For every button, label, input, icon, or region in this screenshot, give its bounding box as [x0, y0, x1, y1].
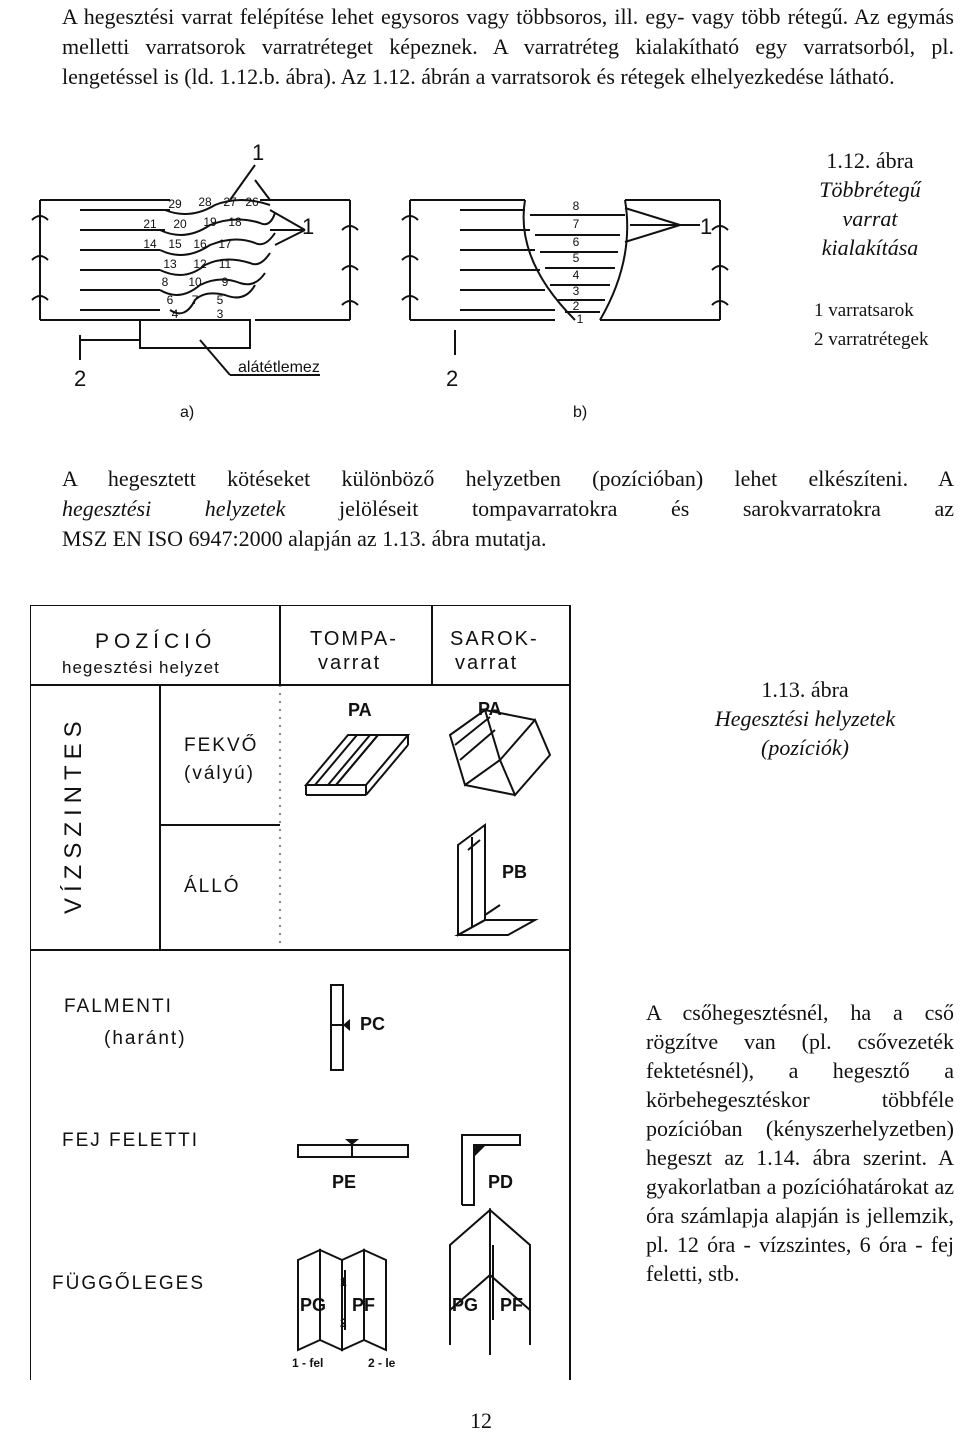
- label-1-b: 1: [700, 214, 713, 239]
- bead-label: 12: [193, 257, 207, 271]
- figure-number: 1.13. ábra: [761, 677, 849, 702]
- label-2-a: 2: [74, 366, 87, 391]
- bead-label: 17: [218, 237, 232, 251]
- bead-label: 19: [203, 215, 217, 229]
- code-pa-fillet: PA: [478, 699, 502, 719]
- positions-table: [30, 605, 575, 1380]
- figure-1-13-caption: [680, 675, 930, 762]
- label-1-top: 1: [252, 140, 265, 165]
- row-horizontal-label: FALMENTI: [64, 996, 173, 1017]
- bead-label: 7: [191, 293, 199, 307]
- bead-label: 28: [198, 195, 212, 209]
- header-fillet: SAROK-: [450, 628, 539, 650]
- code-pc-butt: PC: [360, 1014, 386, 1034]
- figure-title-line: kialakítása: [821, 235, 919, 260]
- bead-label: 11: [218, 257, 232, 271]
- row-overhead-label: FEJ FELETTI: [62, 1130, 200, 1151]
- bead-label: 20: [173, 217, 187, 231]
- code-pg-fillet: PG: [452, 1295, 479, 1315]
- bead-label: 4: [171, 307, 179, 321]
- code-pa-butt: PA: [348, 700, 372, 720]
- row-flat-label: FEKVŐ: [184, 735, 259, 756]
- pipe-welding-paragraph: A csőhegesztésnél, ha a cső rögzítve van (pl. csővezeték fektetésnél), a hegesztő a körbehegesztéskor többféle pozícióban (kényszerhelyzetben) hegeszt az 1.14. ábra szerint. A gyakorlatban a pozícióhatárokat az óra számlapja alapján is jellemzik, pl. 12 óra - vízszintes, 6 óra - fej feletti, stb.: [646, 1000, 954, 1286]
- code-pf-fillet: PF: [500, 1295, 524, 1315]
- figure-number: 1.12. ábra: [826, 148, 914, 173]
- backing-plate-label: alátétlemez: [238, 359, 320, 376]
- code-pb-fillet: PB: [502, 862, 528, 882]
- bead-label: 6: [166, 293, 174, 307]
- row-vertical-label: FÜGGŐLEGES: [52, 1273, 206, 1294]
- bead-label: 10: [188, 275, 202, 289]
- bead-label: 16: [193, 237, 207, 251]
- bead-label: 26: [245, 195, 259, 209]
- figure-title-line: Hegesztési helyzetek: [714, 706, 896, 731]
- figure-title-line: varrat: [842, 206, 898, 231]
- bead-label: 21: [143, 217, 157, 231]
- legend-item: 1 varratsarok: [814, 300, 914, 321]
- bead-label: 27: [223, 195, 237, 209]
- middle-line-2-rest: jelöléseit tompavarratokra és sarokvarratokra az: [285, 496, 955, 521]
- down-label: 2 - le: [368, 1356, 396, 1370]
- arrow-label-up: 1: [340, 1275, 347, 1289]
- up-label: 1 - fel: [292, 1356, 324, 1370]
- bead-label: 5: [572, 251, 580, 265]
- label-2-b: 2: [446, 366, 459, 391]
- intro-paragraph: A hegesztési varrat felépítése lehet egysoros vagy többsoros, ill. egy- vagy több rétegű. Az egymás melletti varratsorok varratréteget képeznek. A varratréteg kialakítható egy varratsorból, pl. lengetéssel is (ld. 1.12.b. ábra). Az 1.12. ábrán a varratsorok és rétegek elhelyezkedése látható.: [62, 4, 954, 89]
- code-pe-butt: PE: [332, 1172, 357, 1192]
- figure-1-12-caption: [790, 146, 950, 262]
- middle-paragraph: [62, 464, 954, 554]
- arrow-label-down: 2: [340, 1316, 347, 1330]
- label-1-a: 1: [302, 214, 315, 239]
- part-b-label: b): [573, 404, 588, 421]
- bead-label: 29: [168, 197, 182, 211]
- header-fillet-sub: varrat: [455, 652, 519, 674]
- bead-label: 18: [228, 215, 242, 229]
- horizontal-group-label: VÍZSZINTES: [60, 715, 87, 914]
- bead-label: 1: [576, 312, 584, 326]
- bead-label: 6: [572, 235, 580, 249]
- bead-label: 15: [168, 237, 182, 251]
- bead-label: 13: [163, 257, 177, 271]
- bead-label: 9: [221, 275, 229, 289]
- header-welding-position: hegesztési helyzet: [62, 658, 220, 677]
- middle-line-1: A hegesztett kötéseket különböző helyzetben (pozícióban) lehet elkészíteni. A: [62, 466, 954, 491]
- italic-term: hegesztési helyzetek: [62, 496, 286, 521]
- row-horizontal-sublabel: (haránt): [104, 1028, 187, 1049]
- code-pg-butt: PG: [300, 1295, 327, 1315]
- row-flat-sublabel: (vályú): [184, 763, 256, 784]
- bead-label: 4: [572, 268, 580, 282]
- figure-title-line: (pozíciók): [761, 735, 849, 760]
- legend-item: 2 varratrétegek: [814, 329, 929, 350]
- bead-label: 8: [572, 199, 580, 213]
- middle-line-2: [62, 494, 954, 524]
- bead-label: 2: [572, 299, 580, 313]
- bead-label: 14: [143, 237, 157, 251]
- row-horizontal-vertical-label: ÁLLÓ: [184, 876, 241, 897]
- bead-label: 8: [161, 275, 169, 289]
- code-pd-fillet: PD: [488, 1172, 514, 1192]
- header-butt: TOMPA-: [310, 628, 398, 650]
- header-butt-sub: varrat: [318, 652, 382, 674]
- middle-line-3: MSZ EN ISO 6947:2000 alapján az 1.13. ábra mutatja.: [62, 526, 547, 551]
- page-number: 12: [470, 1408, 492, 1433]
- bead-label: 3: [216, 307, 224, 321]
- bead-label: 5: [216, 293, 224, 307]
- figure-1-12-drawing: [20, 140, 760, 440]
- header-position: POZÍCIÓ: [95, 630, 217, 653]
- bead-label: 3: [572, 284, 580, 298]
- code-pf-butt: PF: [352, 1295, 376, 1315]
- part-a-label: a): [180, 404, 195, 421]
- bead-label: 7: [572, 217, 580, 231]
- figure-1-12-legend: [814, 296, 928, 354]
- figure-title-line: Többrétegű: [819, 177, 921, 202]
